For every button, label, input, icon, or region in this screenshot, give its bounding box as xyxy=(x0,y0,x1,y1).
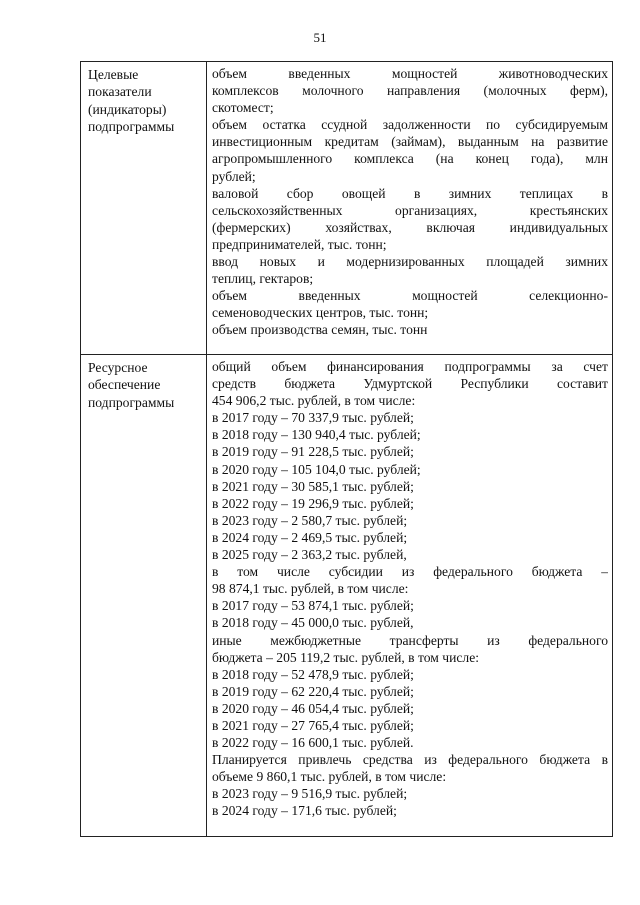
text-line: в 2020 году – 46 054,4 тыс. рублей; xyxy=(212,700,414,716)
text-line: иные межбюджетные трансферты из федерального xyxy=(212,632,608,648)
content-paragraph xyxy=(212,529,608,546)
text-line: предпринимателей, тыс. тонн; xyxy=(212,236,387,252)
text-line: инвестиционным кредитам (займам), выданным на развитие xyxy=(212,134,608,150)
content-paragraph xyxy=(212,253,608,287)
page-number: 51 xyxy=(313,30,327,45)
content-paragraph xyxy=(212,358,608,409)
row-label-line: Ресурсное xyxy=(88,360,148,375)
content-paragraph xyxy=(212,426,608,443)
text-line: объем введенных мощностей селекционно- xyxy=(212,288,608,304)
text-line: в 2018 году – 45 000,0 тыс. рублей, xyxy=(212,615,414,631)
text-line: семеноводческих центров, тыс. тонн; xyxy=(212,305,429,321)
content-paragraph xyxy=(212,287,608,321)
text-line: в 2022 году – 19 296,9 тыс. рублей; xyxy=(212,495,414,511)
text-line: в том числе субсидии из федерального бюджета – xyxy=(212,564,608,580)
text-line: скотомест; xyxy=(212,100,274,116)
content-paragraph xyxy=(212,666,608,683)
text-line: средств бюджета Удмуртской Республики составит xyxy=(212,376,608,392)
text-line: 98 874,1 тыс. рублей, в том числе: xyxy=(212,581,409,597)
content-paragraph xyxy=(212,614,608,631)
text-line: объем введенных мощностей животноводческих xyxy=(212,66,608,81)
content-paragraph xyxy=(212,116,608,184)
content-paragraph xyxy=(212,632,608,666)
content-paragraph xyxy=(212,443,608,460)
content-paragraph xyxy=(212,409,608,426)
text-line: в 2023 году – 2 580,7 тыс. рублей; xyxy=(212,512,408,528)
text-line: в 2020 году – 105 104,0 тыс. рублей; xyxy=(212,461,421,477)
text-line: общий объем финансирования подпрограммы за счет xyxy=(212,359,608,374)
text-line: объем производства семян, тыс. тонн xyxy=(212,322,428,338)
text-line: в 2021 году – 27 765,4 тыс. рублей; xyxy=(212,717,414,733)
text-line: агропромышленного комплекса (на конец года), млн xyxy=(212,151,608,167)
text-line: теплиц, гектаров; xyxy=(212,271,314,287)
content-paragraph xyxy=(212,478,608,495)
row-label-line: подпрограммы xyxy=(88,394,175,410)
row-label-cell xyxy=(81,355,207,837)
text-line: комплексов молочного направления (молочных ферм), xyxy=(212,83,608,99)
content-paragraph xyxy=(212,546,608,563)
content-paragraph xyxy=(212,802,608,819)
content-paragraph xyxy=(212,700,608,717)
content-paragraph xyxy=(212,717,608,734)
text-line: в 2018 году – 130 940,4 тыс. рублей; xyxy=(212,427,421,443)
row-label-line: Целевые xyxy=(88,67,139,82)
row-label-line: подпрограммы xyxy=(88,119,175,135)
row-content-cell xyxy=(207,62,613,355)
text-line: валовой сбор овощей в зимних теплицах в xyxy=(212,185,608,201)
content-paragraph xyxy=(212,785,608,802)
text-line: в 2017 году – 70 337,9 тыс. рублей; xyxy=(212,410,414,426)
text-line: ввод новых и модернизированных площадей зимних xyxy=(212,254,608,270)
text-line: бюджета – 205 119,2 тыс. рублей, в том числе: xyxy=(212,649,480,665)
content-paragraph xyxy=(212,65,608,116)
text-line: рублей; xyxy=(212,168,256,184)
row-label-cell xyxy=(81,62,207,355)
text-line: в 2018 году – 52 478,9 тыс. рублей; xyxy=(212,666,414,682)
row-label-line: обеспечение xyxy=(88,377,161,393)
text-line: в 2023 году – 9 516,9 тыс. рублей; xyxy=(212,786,408,802)
text-line: 454 906,2 тыс. рублей, в том числе: xyxy=(212,393,416,409)
content-paragraph xyxy=(212,461,608,478)
text-line: в 2017 году – 53 874,1 тыс. рублей; xyxy=(212,598,414,614)
content-paragraph xyxy=(212,512,608,529)
content-paragraph xyxy=(212,563,608,597)
text-line: (фермерских) хозяйствах, включая индивидуальных xyxy=(212,219,608,235)
row-resources xyxy=(81,355,613,837)
content-paragraph xyxy=(212,321,608,338)
text-line: в 2024 году – 171,6 тыс. рублей; xyxy=(212,803,397,819)
content-paragraph xyxy=(212,597,608,614)
text-line: в 2025 году – 2 363,2 тыс. рублей, xyxy=(212,547,407,563)
row-label-line: показатели xyxy=(88,84,152,100)
row-content-cell xyxy=(207,355,613,837)
text-line: сельскохозяйственных организациях, крестьянских xyxy=(212,202,608,218)
row-targets xyxy=(81,62,613,355)
content-paragraph xyxy=(212,683,608,700)
row-label-line: (индикаторы) xyxy=(88,101,167,117)
subprogram-passport-table xyxy=(80,61,613,837)
text-line: в 2021 году – 30 585,1 тыс. рублей; xyxy=(212,478,414,494)
content-paragraph xyxy=(212,751,608,785)
text-line: объеме 9 860,1 тыс. рублей, в том числе: xyxy=(212,769,447,785)
text-line: в 2024 году – 2 469,5 тыс. рублей; xyxy=(212,529,408,545)
text-line: в 2019 году – 62 220,4 тыс. рублей; xyxy=(212,683,414,699)
text-line: в 2019 году – 91 228,5 тыс. рублей; xyxy=(212,444,414,460)
text-line: Планируется привлечь средства из федерального бюджета в xyxy=(212,752,608,768)
text-line: объем остатка ссудной задолженности по субсидируемым xyxy=(212,117,608,133)
text-line: в 2022 году – 16 600,1 тыс. рублей. xyxy=(212,735,414,751)
content-paragraph xyxy=(212,185,608,253)
content-paragraph xyxy=(212,734,608,751)
content-paragraph xyxy=(212,495,608,512)
